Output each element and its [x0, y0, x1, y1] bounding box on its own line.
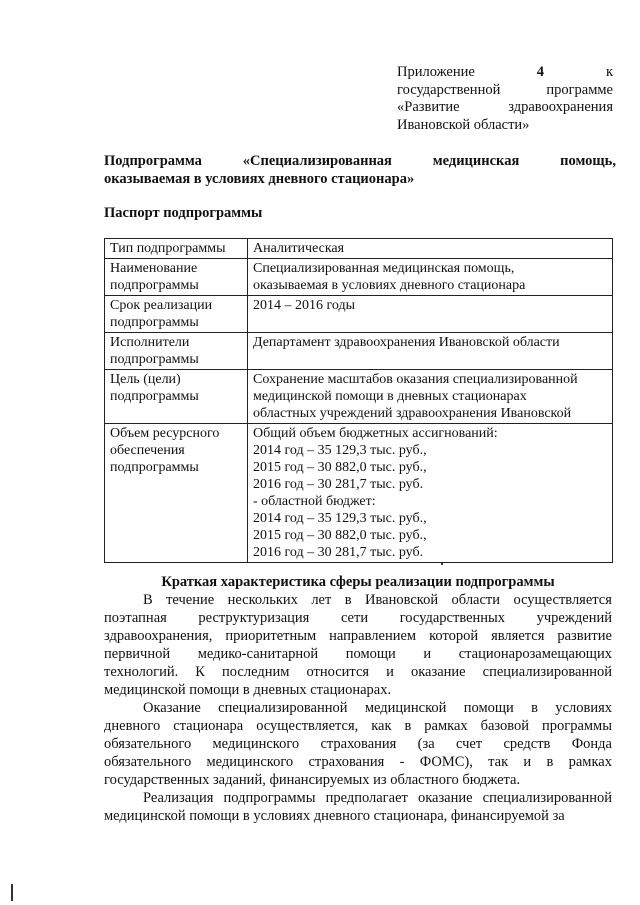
word: страхования [308, 754, 385, 770]
subprogram-title [104, 152, 616, 188]
title-word: помощь, [560, 153, 616, 169]
word: стационара [173, 718, 244, 734]
word: и [386, 664, 394, 680]
paragraph-line: медицинской помощи в дневных стационарах. [104, 682, 392, 698]
paragraph-line [104, 789, 612, 807]
paragraph-line [104, 591, 612, 609]
passport-label-line: Цель (цели) [110, 372, 181, 387]
subprogram-title-line [104, 170, 616, 188]
word: программы [541, 718, 612, 734]
paragraph-line [104, 735, 612, 753]
word: помощи [345, 646, 396, 662]
word: в [344, 592, 352, 608]
paragraph-line: государственных заданий, финансируемых из областного бюджета. [104, 772, 521, 788]
passport-value-line: 2015 год – 30 882,0 тыс. руб., [253, 460, 427, 475]
annex-word: государственной [397, 81, 501, 98]
word: является [491, 628, 545, 644]
word: как [371, 718, 392, 734]
word: медицинского [212, 736, 300, 752]
paragraph-line: медицинской помощи в условиях дневного стационара, финансируемой за [104, 808, 565, 824]
word: (за [417, 736, 435, 752]
annex-word: здравоохранения [508, 99, 613, 115]
title-word: медицинская [432, 153, 520, 169]
passport-label-line: подпрограммы [110, 315, 199, 330]
word: рамках [424, 718, 468, 734]
word: здравоохранения, [104, 628, 213, 644]
word: лет [311, 592, 332, 608]
passport-label-line: Исполнители [110, 335, 190, 350]
word: и [523, 754, 532, 770]
word: помощи [463, 700, 514, 716]
passport-value-line: - областной бюджет: [253, 494, 376, 509]
word: так [488, 754, 509, 770]
word: ФОМС), [419, 754, 473, 770]
passport-label-cell [105, 424, 248, 563]
paragraph [104, 789, 612, 825]
passport-value-cell [248, 333, 613, 370]
word: - [399, 754, 405, 770]
passport-value-line: Аналитическая [253, 241, 345, 256]
paragraph-line [104, 753, 612, 771]
word: специализированной [482, 790, 612, 806]
passport-value-line: 2014 год – 35 129,3 тыс. руб., [253, 443, 427, 458]
word: осуществляется [513, 592, 612, 608]
word: реструктуризация [198, 610, 310, 626]
passport-value-line: 2015 год – 30 882,0 тыс. руб., [253, 528, 427, 543]
passport-value-cell [248, 424, 613, 563]
word: и [423, 646, 432, 662]
passport-row [105, 239, 613, 259]
word: рамках [568, 754, 612, 770]
passport-value-cell [248, 239, 613, 259]
word: сети [340, 610, 369, 626]
passport-label-cell [105, 259, 248, 296]
passport-row [105, 370, 613, 424]
annex-word: Приложение [397, 64, 475, 80]
paragraph-line [104, 699, 612, 717]
word: счет [455, 736, 483, 752]
passport-label-line: Тип подпрограммы [110, 241, 226, 256]
word: медико-санитарной [197, 646, 319, 662]
passport-value-line: областных учреждений здравоохранения Ивановской [253, 406, 572, 421]
word: первичной [104, 646, 171, 662]
word: относится [306, 664, 370, 680]
word: государственных [399, 610, 506, 626]
paragraph-line [104, 627, 612, 645]
passport-label-line: подпрограммы [110, 278, 199, 293]
passport-value-line: 2016 год – 30 281,7 тыс. руб. [253, 477, 424, 492]
word: медицинской [364, 700, 447, 716]
passport-value-line: Сохранение масштабов оказания специализированной [253, 372, 578, 387]
annex-number: 4 [536, 64, 545, 80]
passport-value-line: 2014 год – 35 129,3 тыс. руб., [253, 511, 427, 526]
word: Оказание [143, 700, 201, 716]
passport-row [105, 259, 613, 296]
paragraph [104, 591, 612, 699]
passport-label-line: подпрограммы [110, 389, 199, 404]
scan-dot [441, 563, 443, 565]
scan-mark [11, 884, 13, 901]
passport-label-line: обеспечения [110, 443, 185, 458]
word: осуществляется, [256, 718, 359, 734]
word: оказание [417, 790, 473, 806]
word: стационарозамещающих [458, 646, 612, 662]
annex-word: программе [546, 81, 613, 98]
word: предполагает [325, 790, 408, 806]
word: оказание [410, 664, 466, 680]
subprogram-title-line [104, 152, 616, 170]
paragraph-line [104, 609, 612, 627]
word: в [531, 700, 538, 716]
word: обязательного [104, 754, 192, 770]
annex-word: «Развитие [397, 99, 460, 115]
word: области [451, 592, 501, 608]
word: в [404, 718, 412, 734]
word: условиях [555, 700, 612, 716]
word: обязательного [104, 736, 192, 752]
passport-title: Паспорт подпрограммы [104, 205, 263, 221]
paragraph-line [104, 645, 612, 663]
passport-label-cell [105, 370, 248, 424]
word: подпрограммы [223, 790, 316, 806]
section-heading: Краткая характеристика сферы реализации подпрограммы [161, 574, 555, 590]
passport-value-cell [248, 259, 613, 296]
passport-table-body [105, 239, 613, 563]
passport-label-cell [105, 239, 248, 259]
passport-label-line: подпрограммы [110, 352, 199, 367]
paragraph-line [104, 717, 612, 735]
word: средств [503, 736, 551, 752]
annex-word: к [605, 64, 613, 80]
word: которой [429, 628, 479, 644]
word: специализированной [482, 664, 612, 680]
passport-label-line: Объем ресурсного [110, 426, 220, 441]
word: К [195, 664, 205, 680]
word: специализированной [218, 700, 348, 716]
passport-label-cell [105, 333, 248, 370]
passport-row [105, 296, 613, 333]
title-word: оказываемая в условиях дневного стационара» [104, 171, 415, 187]
annex-line [397, 99, 613, 117]
passport-label-line: Наименование [110, 261, 198, 276]
word: В [143, 592, 153, 608]
passport-value-line: медицинской помощи в дневных стационарах [253, 389, 527, 404]
word: развитие [557, 628, 612, 644]
passport-table [104, 238, 613, 563]
word: направлением [329, 628, 417, 644]
word: последним [222, 664, 290, 680]
passport-value-cell [248, 296, 613, 333]
annex-word: Ивановской области» [397, 116, 530, 133]
passport-row [105, 333, 613, 370]
annex-line [397, 64, 613, 82]
title-word: «Специализированная [242, 153, 392, 169]
word: базовой [480, 718, 530, 734]
word: дневного [104, 718, 161, 734]
word: Фонда [571, 736, 612, 752]
word: нескольких [227, 592, 298, 608]
word: поэтапная [104, 610, 167, 626]
annex-line [397, 82, 613, 100]
passport-row [105, 424, 613, 563]
annex-note [397, 64, 613, 134]
passport-value-line: 2014 – 2016 годы [253, 298, 356, 313]
word: Реализация [143, 790, 214, 806]
word: в [546, 754, 554, 770]
word: страхования [320, 736, 397, 752]
passport-label-line: подпрограммы [110, 460, 199, 475]
word: приоритетным [225, 628, 317, 644]
word: течение [166, 592, 215, 608]
passport-label-cell [105, 296, 248, 333]
passport-value-line: Департамент здравоохранения Ивановской области [253, 335, 560, 350]
paragraph [104, 699, 612, 789]
passport-value-line: 2016 год – 30 281,7 тыс. руб. [253, 545, 424, 560]
word: медицинского [206, 754, 294, 770]
word: Ивановской [365, 592, 439, 608]
passport-label-line: Срок реализации [110, 298, 213, 313]
word: технологий. [104, 664, 179, 680]
passport-value-line: оказываемая в условиях дневного стационара [253, 278, 526, 293]
paragraph-line [104, 663, 612, 681]
passport-value-line: Специализированная медицинская помощь, [253, 261, 515, 276]
annex-line [397, 117, 613, 135]
passport-value-cell [248, 370, 613, 424]
word: учреждений [536, 610, 612, 626]
title-word: Подпрограмма [104, 153, 202, 169]
passport-value-line: Общий объем бюджетных ассигнований: [253, 426, 498, 441]
